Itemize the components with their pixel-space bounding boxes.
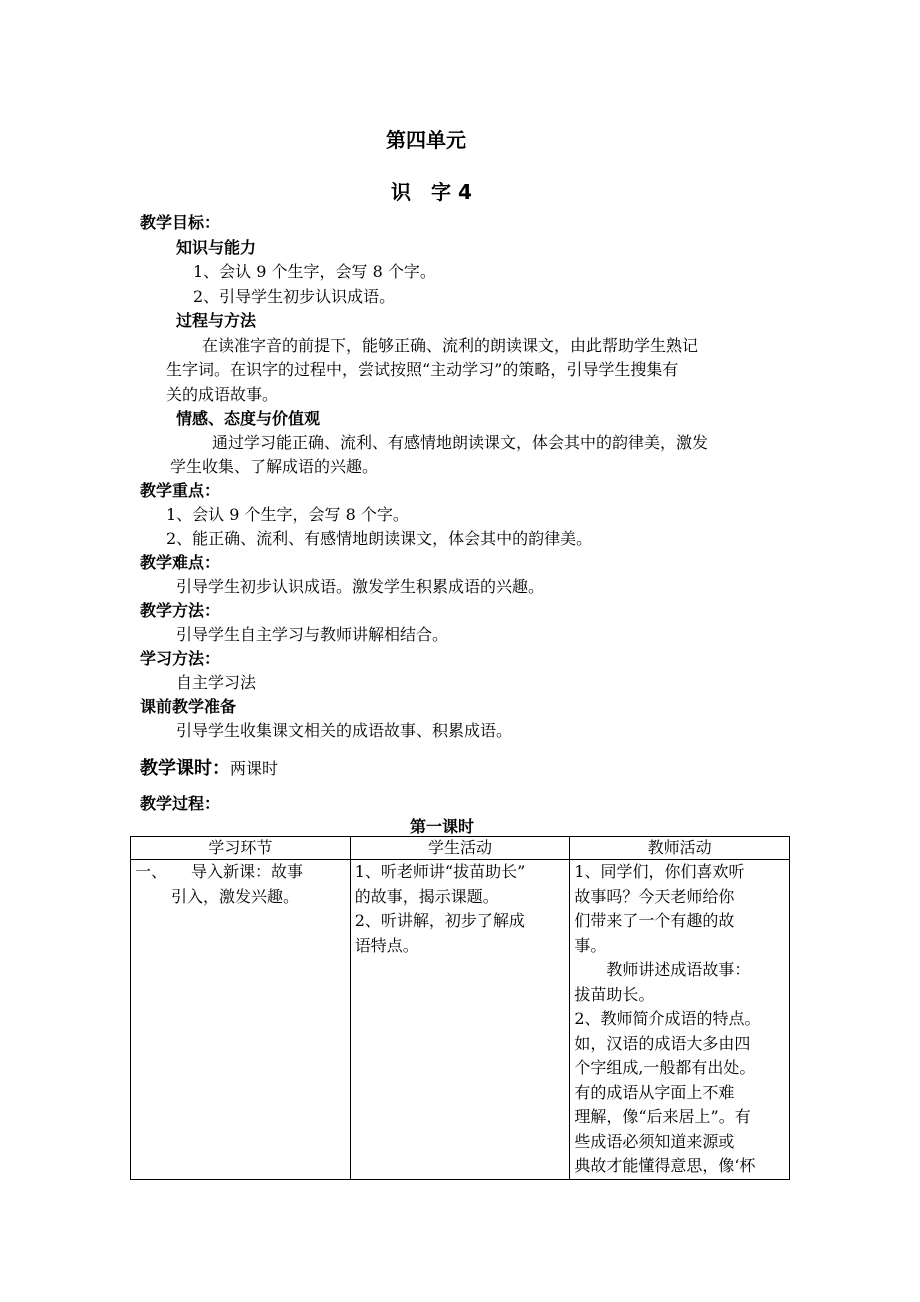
lesson-table [130, 836, 790, 1180]
process-line: 生字词。在识字的过程中，尝试按照“主动学习”的策略，引导学生搜集有 [166, 360, 679, 379]
teacher-line: 如，汉语的成语大多由四 [574, 1033, 751, 1053]
objectives-label: 教学目标： [140, 213, 221, 232]
period-title: 第一课时 [410, 817, 475, 836]
teacher-line: 们带来了一个有趣的故 [574, 911, 735, 930]
student-line: 2、听讲解，初步了解成 [354, 911, 525, 930]
difficulty-label: 教学难点： [140, 553, 221, 572]
teacher-line: 事。 [574, 935, 607, 955]
lesson-title: 识 字 4 [391, 180, 472, 204]
table-header-row [131, 837, 790, 860]
hours-text: 两课时 [230, 759, 279, 778]
key-label: 教学重点： [140, 481, 221, 500]
key-item: 2、能正确、流利、有感情地朗读课文，体会其中的韵律美。 [166, 529, 593, 548]
knowledge-label: 知识与能力 [176, 238, 257, 257]
student-cell [350, 860, 570, 1180]
teacher-line: 个字组成,一般都有出处。 [574, 1058, 756, 1077]
process-line: 关的成语故事。 [166, 385, 279, 404]
stage-line: 引入，激发兴趣。 [171, 886, 300, 906]
teacher-line: 理解，像“后来居上”。有 [574, 1107, 751, 1126]
stage-line: 一、 导入新课：故事 [135, 862, 304, 881]
student-line: 1、听老师讲“拔苗助长” [354, 862, 526, 881]
teacher-line: 2、教师简介成语的特点。 [574, 1009, 761, 1028]
method-label: 教学方法： [140, 601, 221, 620]
emotion-line: 通过学习能正确、流利、有感情地朗读课文，体会其中的韵律美，激发 [212, 433, 709, 452]
study-text: 自主学习法 [176, 673, 257, 692]
process-label: 过程与方法 [176, 311, 257, 330]
process-line: 在读准字音的前提下，能够正确、流利的朗读课文，由此帮助学生熟记 [202, 336, 699, 355]
teacher-line: 拔苗助长。 [574, 984, 655, 1004]
teacher-line: 1、同学们，你们喜欢听 [574, 862, 745, 881]
emotion-label: 情感、态度与价值观 [176, 409, 321, 428]
knowledge-item: 2、引导学生初步认识成语。 [193, 287, 396, 306]
header-stage: 学习环节 [131, 837, 351, 860]
teacher-line: 故事吗？今天老师给你 [574, 886, 735, 906]
unit-title: 第四单元 [386, 128, 466, 152]
table-row [131, 860, 790, 1180]
hours-label: 教学课时： [140, 758, 230, 779]
process-flow-label: 教学过程： [140, 794, 221, 813]
teacher-line: 有的成语从字面上不难 [574, 1082, 735, 1102]
prep-label: 课前教学准备 [140, 697, 237, 716]
teacher-cell [570, 860, 790, 1180]
method-text: 引导学生自主学习与教师讲解相结合。 [176, 625, 449, 644]
teacher-line: 教师讲述成语故事： [574, 960, 751, 979]
stage-cell [131, 860, 351, 1180]
student-line: 的故事，揭示课题。 [354, 886, 499, 906]
hours-line [140, 754, 278, 780]
teacher-line: 些成语必须知道来源或 [574, 1131, 735, 1151]
key-item: 1、会认 9 个生字，会写 8 个字。 [166, 505, 409, 524]
header-teacher: 教师活动 [570, 837, 790, 860]
student-line: 语特点。 [354, 935, 419, 955]
study-label: 学习方法： [140, 649, 221, 668]
teacher-line: 典故才能懂得意思，像‘杯 [574, 1156, 756, 1175]
difficulty-text: 引导学生初步认识成语。激发学生积累成语的兴趣。 [176, 577, 545, 596]
header-student: 学生活动 [350, 837, 570, 860]
prep-text: 引导学生收集课文相关的成语故事、积累成语。 [176, 721, 513, 740]
knowledge-item: 1、会认 9 个生字，会写 8 个字。 [193, 262, 436, 281]
emotion-line: 学生收集、了解成语的兴趣。 [170, 457, 379, 476]
